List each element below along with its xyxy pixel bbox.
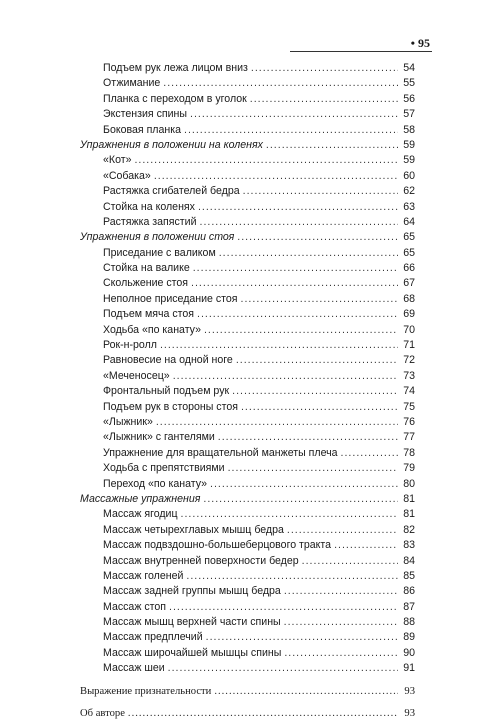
toc-leader-dots [228, 461, 398, 476]
toc-entry [80, 630, 415, 645]
toc-entry [80, 200, 415, 215]
toc-leader-dots [193, 261, 398, 276]
toc-entry-page: 89 [403, 631, 415, 644]
toc-leader-dots [160, 338, 398, 353]
toc-entry [80, 184, 415, 199]
toc-leader-dots [219, 246, 398, 261]
toc-leader-dots [232, 384, 398, 399]
toc-entry-page: 79 [403, 462, 415, 475]
toc-entry-page: 75 [403, 400, 415, 413]
toc-entry-page: 65 [403, 231, 415, 244]
toc-entry [80, 523, 415, 538]
toc-leader-dots [186, 569, 398, 584]
toc-entry-page: 72 [403, 354, 415, 367]
toc-entry-title: Стойка на валике [103, 262, 190, 275]
toc-entry [80, 661, 415, 676]
toc-section [80, 138, 415, 153]
toc-entry-page: 58 [403, 123, 415, 136]
toc-entry [80, 369, 415, 384]
toc-entry-title: Подъем рук лежа лицом вниз [103, 62, 248, 74]
toc-entry-page: 77 [403, 431, 415, 444]
toc-entry-title: Ходьба «по канату» [103, 323, 201, 336]
toc-entry-title: Массаж мышц верхней части спины [103, 616, 281, 629]
toc-entry-page: 84 [403, 554, 415, 567]
toc-entry [80, 569, 415, 584]
toc-entry-page: 93 [404, 685, 415, 697]
toc-leader-dots [154, 169, 398, 184]
toc-entry [80, 430, 415, 445]
toc-entry-page: 71 [403, 339, 415, 352]
toc-entry-page: 81 [403, 492, 415, 505]
toc-entry [80, 338, 415, 353]
toc-entry-title: Массаж задней группы мышц бедра [103, 585, 281, 598]
toc-entry-title: Боковая планка [103, 123, 181, 136]
toc-entry-title: Ходьба с препятствиями [103, 462, 225, 475]
toc-entry-page: 57 [403, 108, 415, 121]
toc-entry-title: Неполное приседание стоя [103, 292, 238, 305]
toc-entry-page: 54 [403, 62, 415, 74]
toc-entry [80, 215, 415, 230]
toc-entry [80, 477, 415, 492]
toc-leader-dots [341, 446, 398, 461]
toc-leader-dots [284, 584, 398, 599]
toc-entry [80, 123, 415, 138]
toc-entry-page: 60 [403, 169, 415, 182]
page-number: • 95 [410, 36, 430, 50]
toc-leader-dots [169, 600, 398, 615]
toc-entry [80, 415, 415, 430]
toc-entry [80, 292, 415, 307]
header-rule [290, 51, 432, 52]
toc-entry [80, 554, 415, 569]
toc-entry-page: 68 [403, 292, 415, 305]
toc-entry-page: 56 [403, 92, 415, 105]
toc-entry [80, 169, 415, 184]
toc-leader-dots [184, 123, 398, 138]
toc-entry [80, 92, 415, 107]
toc-entry-page: 82 [403, 523, 415, 536]
toc-entry-title: Подъем рук в стороны стоя [103, 400, 238, 413]
toc-entry [80, 706, 415, 721]
toc-entry-title: Планка с переходом в уголок [103, 92, 247, 105]
toc-entry-page: 93 [404, 708, 415, 720]
toc-entry-title: Равновесие на одной ноге [103, 354, 233, 367]
toc-entry [80, 600, 415, 615]
toc-entry-title: Скольжение стоя [103, 277, 189, 290]
toc-entry-title: Массаж стоп [103, 600, 167, 613]
toc-leader-dots [203, 492, 398, 507]
toc-section [80, 492, 415, 507]
toc-leader-dots [173, 369, 398, 384]
toc-entry-title: «Лыжник» [103, 415, 153, 428]
toc-entry-title: Стойка на коленях [103, 200, 195, 213]
toc-entry [80, 276, 415, 291]
toc-entry [80, 153, 415, 168]
toc-entry-page: 88 [403, 616, 415, 629]
toc-entry-page: 78 [403, 446, 415, 459]
toc-entry-title: Об авторе [80, 708, 125, 720]
toc-leader-dots [168, 661, 398, 676]
toc-leader-dots [206, 630, 398, 645]
toc-entry-title: «Меченосец» [103, 369, 170, 382]
toc-entry [80, 538, 415, 553]
toc-entry-title: Массаж широчайшей мышцы спины [103, 646, 282, 659]
toc-entry-title: Выражение признательности [80, 685, 212, 697]
toc-leader-dots [190, 107, 398, 122]
toc-entry-title: «Кот» [103, 154, 132, 167]
toc-entry-page: 63 [403, 200, 415, 213]
toc-entry-page: 70 [403, 323, 415, 336]
toc-leader-dots [191, 276, 398, 291]
toc-entry [80, 107, 415, 122]
toc-entry-page: 86 [403, 585, 415, 598]
toc-entry-title: Упражнения в положении стоя [80, 231, 235, 244]
toc-entry-title: Упражнение для вращательной манжеты плеча [103, 446, 338, 459]
toc-leader-dots [236, 353, 398, 368]
toc-entry [80, 684, 415, 699]
toc-entry [80, 353, 415, 368]
toc-leader-dots [181, 507, 398, 522]
toc-leader-dots [214, 684, 398, 699]
toc-entry [80, 384, 415, 399]
toc-entry [80, 61, 415, 76]
toc-leader-dots [237, 230, 398, 245]
toc-entry [80, 446, 415, 461]
toc-entry [80, 323, 415, 338]
toc-leader-dots [218, 430, 398, 445]
toc-entry-page: 67 [403, 277, 415, 290]
toc-entry-page: 66 [403, 262, 415, 275]
toc-leader-dots [284, 615, 398, 630]
toc-entry-page: 59 [403, 138, 415, 151]
toc-leader-dots [128, 706, 398, 721]
toc-entry-title: Растяжка сгибателей бедра [103, 185, 240, 198]
toc-entry-title: Массаж ягодиц [103, 508, 178, 521]
toc-leader-dots [251, 61, 398, 76]
toc-entry-title: Массаж шеи [103, 662, 165, 675]
toc-entry-title: Приседание с валиком [103, 246, 216, 259]
toc-entry-title: Рок-н-ролл [103, 339, 157, 352]
toc-entry [80, 261, 415, 276]
toc-leader-dots [243, 184, 398, 199]
toc-leader-dots [287, 523, 398, 538]
toc-leader-dots [284, 646, 398, 661]
toc-entry-title: Экстензия спины [103, 108, 188, 121]
toc-entry-page: 80 [403, 477, 415, 490]
toc-leader-dots [204, 323, 398, 338]
toc-entry-page: 65 [403, 246, 415, 259]
toc-entry-page: 64 [403, 215, 415, 228]
toc-entry-title: Переход «по канату» [103, 477, 208, 490]
toc-leader-dots [200, 215, 399, 230]
toc-entry-title: Растяжка запястий [103, 215, 197, 228]
toc-entry-page: 73 [403, 369, 415, 382]
toc-section [80, 230, 415, 245]
toc-leader-dots [134, 153, 398, 168]
toc-entry-title: Массаж подвздошно-большеберцового тракта [103, 539, 332, 552]
toc-leader-dots [210, 477, 398, 492]
toc-entry-page: 91 [403, 662, 415, 675]
toc-entry-page: 62 [403, 185, 415, 198]
toc-leader-dots [241, 400, 398, 415]
toc-entry-page: 69 [403, 308, 415, 321]
toc-entry [80, 646, 415, 661]
toc-entry-title: Массаж четырехглавых мышц бедра [103, 523, 284, 536]
toc-leader-dots [198, 200, 398, 215]
toc-leader-dots [302, 554, 398, 569]
toc-leader-dots [241, 292, 398, 307]
toc-leader-dots [250, 92, 398, 107]
toc-entry-page: 83 [403, 539, 415, 552]
toc-entry-page: 59 [403, 154, 415, 167]
toc-entry-title: Массаж голеней [103, 569, 184, 582]
toc-entry-page: 85 [403, 569, 415, 582]
toc-entry [80, 246, 415, 261]
toc-entry-page: 55 [403, 77, 415, 90]
toc-entry [80, 507, 415, 522]
toc-entry-page: 74 [403, 385, 415, 398]
toc-leader-dots [197, 307, 398, 322]
toc-entry-title: «Лыжник» с гантелями [103, 431, 215, 444]
toc-entry-page: 76 [403, 415, 415, 428]
toc-entry [80, 307, 415, 322]
toc-entry-title: Массаж внутренней поверхности бедер [103, 554, 299, 567]
toc-leader-dots [156, 415, 398, 430]
toc-entry-title: Отжимание [103, 77, 161, 90]
toc-entry [80, 584, 415, 599]
toc-entry-page: 90 [403, 646, 415, 659]
toc-entry [80, 400, 415, 415]
toc-entry-title: Массажные упражнения [80, 492, 201, 505]
toc-leader-dots [334, 538, 398, 553]
toc-entry-page: 81 [403, 508, 415, 521]
toc-entry [80, 76, 415, 91]
toc-entry [80, 461, 415, 476]
toc-entry [80, 615, 415, 630]
toc-entry-title: «Собака» [103, 169, 151, 182]
toc-entry-title: Подъем мяча стоя [103, 308, 194, 321]
toc-entry-title: Фронтальный подъем рук [103, 385, 230, 398]
toc-entry-title: Упражнения в положении на коленях [80, 138, 263, 151]
table-of-contents [80, 61, 415, 721]
toc-entry-page: 87 [403, 600, 415, 613]
toc-entry-title: Массаж предплечий [103, 631, 203, 644]
toc-leader-dots [163, 76, 398, 91]
toc-leader-dots [266, 138, 398, 153]
